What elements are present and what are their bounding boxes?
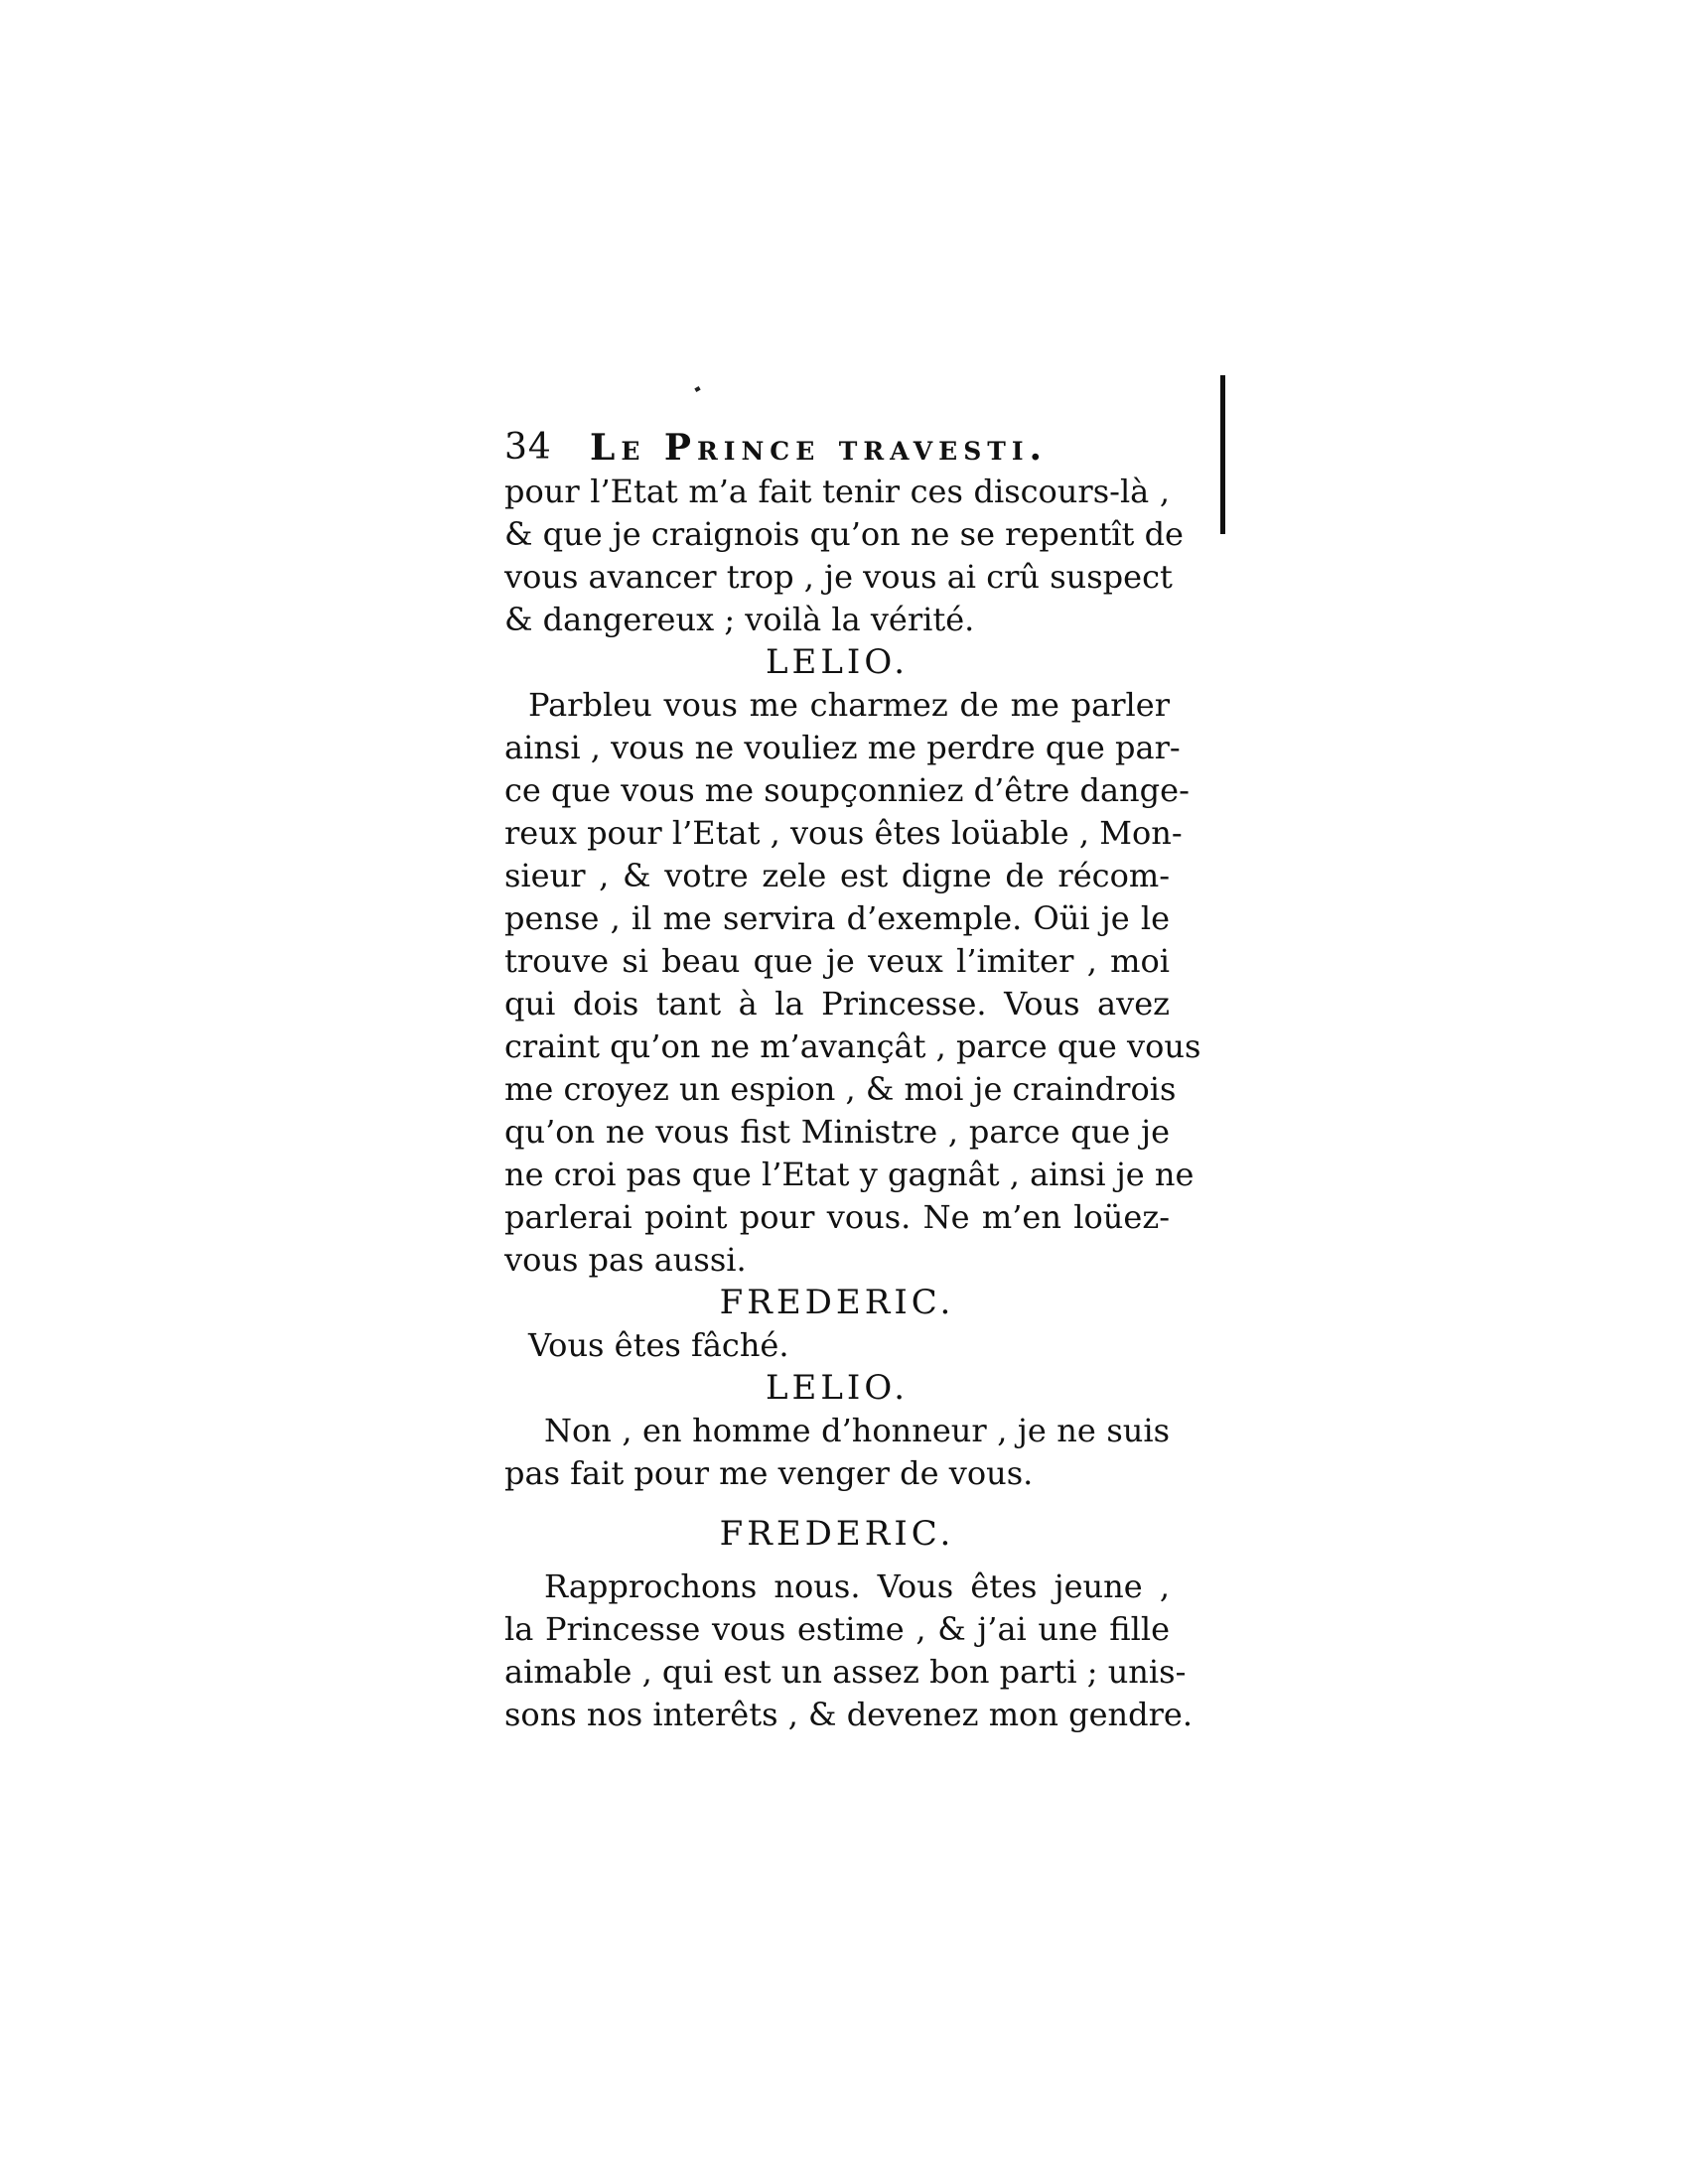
text-line: Vous êtes fâché.: [528, 1326, 789, 1364]
running-header: [504, 427, 1170, 471]
speaker-name: FREDERIC.: [719, 1514, 955, 1554]
speech-block: [504, 471, 1184, 641]
text-line: Rapprochons nous. Vous êtes jeune ,: [544, 1568, 1170, 1605]
speaker-name: LELIO.: [765, 642, 910, 682]
text-line: trouve si beau que je veux l’imiter , moi: [504, 942, 1170, 980]
text-line: la Princesse vous estime , & j’ai une fille: [504, 1610, 1170, 1648]
ink-speck: [694, 386, 700, 392]
speaker-name: LELIO.: [765, 1368, 910, 1408]
text-line: & dangereux ; voilà la vérité.: [504, 601, 975, 638]
speech-block: [504, 1410, 1170, 1495]
speech-block: [504, 1324, 1170, 1367]
page-number: 34: [504, 427, 552, 468]
text-line: me croyez un espion , & moi je craindrois: [504, 1070, 1177, 1108]
text-line: aimable , qui est un assez bon parti ; unis-: [504, 1653, 1187, 1691]
text-line: & que je craignois qu’on ne se repentît de: [504, 515, 1184, 553]
text-line: sieur , & votre zele est digne de récom-: [504, 857, 1170, 894]
margin-rule: [1220, 375, 1225, 534]
text-line: craint qu’on ne m’avançât , parce que vous: [504, 1027, 1201, 1065]
text-block: [504, 427, 1201, 1736]
speech-block: [504, 684, 1201, 1282]
text-line: vous avancer trop , je vous ai crû suspect: [504, 558, 1173, 596]
speech-block: [504, 1566, 1194, 1736]
text-line: qui dois tant à la Princesse. Vous avez: [504, 985, 1170, 1023]
text-line: sons nos interêts , & devenez mon gendre.: [504, 1696, 1194, 1733]
text-line: reux pour l’Etat , vous êtes loüable , Mon-: [504, 814, 1183, 852]
text-line: qu’on ne vous fist Ministre , parce que je: [504, 1113, 1170, 1151]
text-line: Parbleu vous me charmez de me parler: [528, 686, 1170, 724]
text-line: Non , en homme d’honneur , je ne suis: [544, 1412, 1170, 1449]
text-line: parlerai point pour vous. Ne m’en loüez-: [504, 1198, 1170, 1236]
text-line: pas fait pour me venger de vous.: [504, 1454, 1034, 1492]
text-line: ainsi , vous ne vouliez me perdre que par-: [504, 729, 1181, 766]
text-line: vous pas aussi.: [504, 1241, 747, 1279]
text-line: pense , il me servira d’exemple. Oüi je le: [504, 899, 1170, 937]
running-title: Le Prince travesti.: [590, 427, 1049, 469]
text-line: ce que vous me soupçonniez d’être dange-: [504, 771, 1190, 809]
text-line: ne croi pas que l’Etat y gagnât , ainsi je ne: [504, 1156, 1195, 1193]
text-line: pour l’Etat m’a fait tenir ces discours-là ,: [504, 473, 1170, 510]
speaker-name: FREDERIC.: [719, 1283, 955, 1322]
